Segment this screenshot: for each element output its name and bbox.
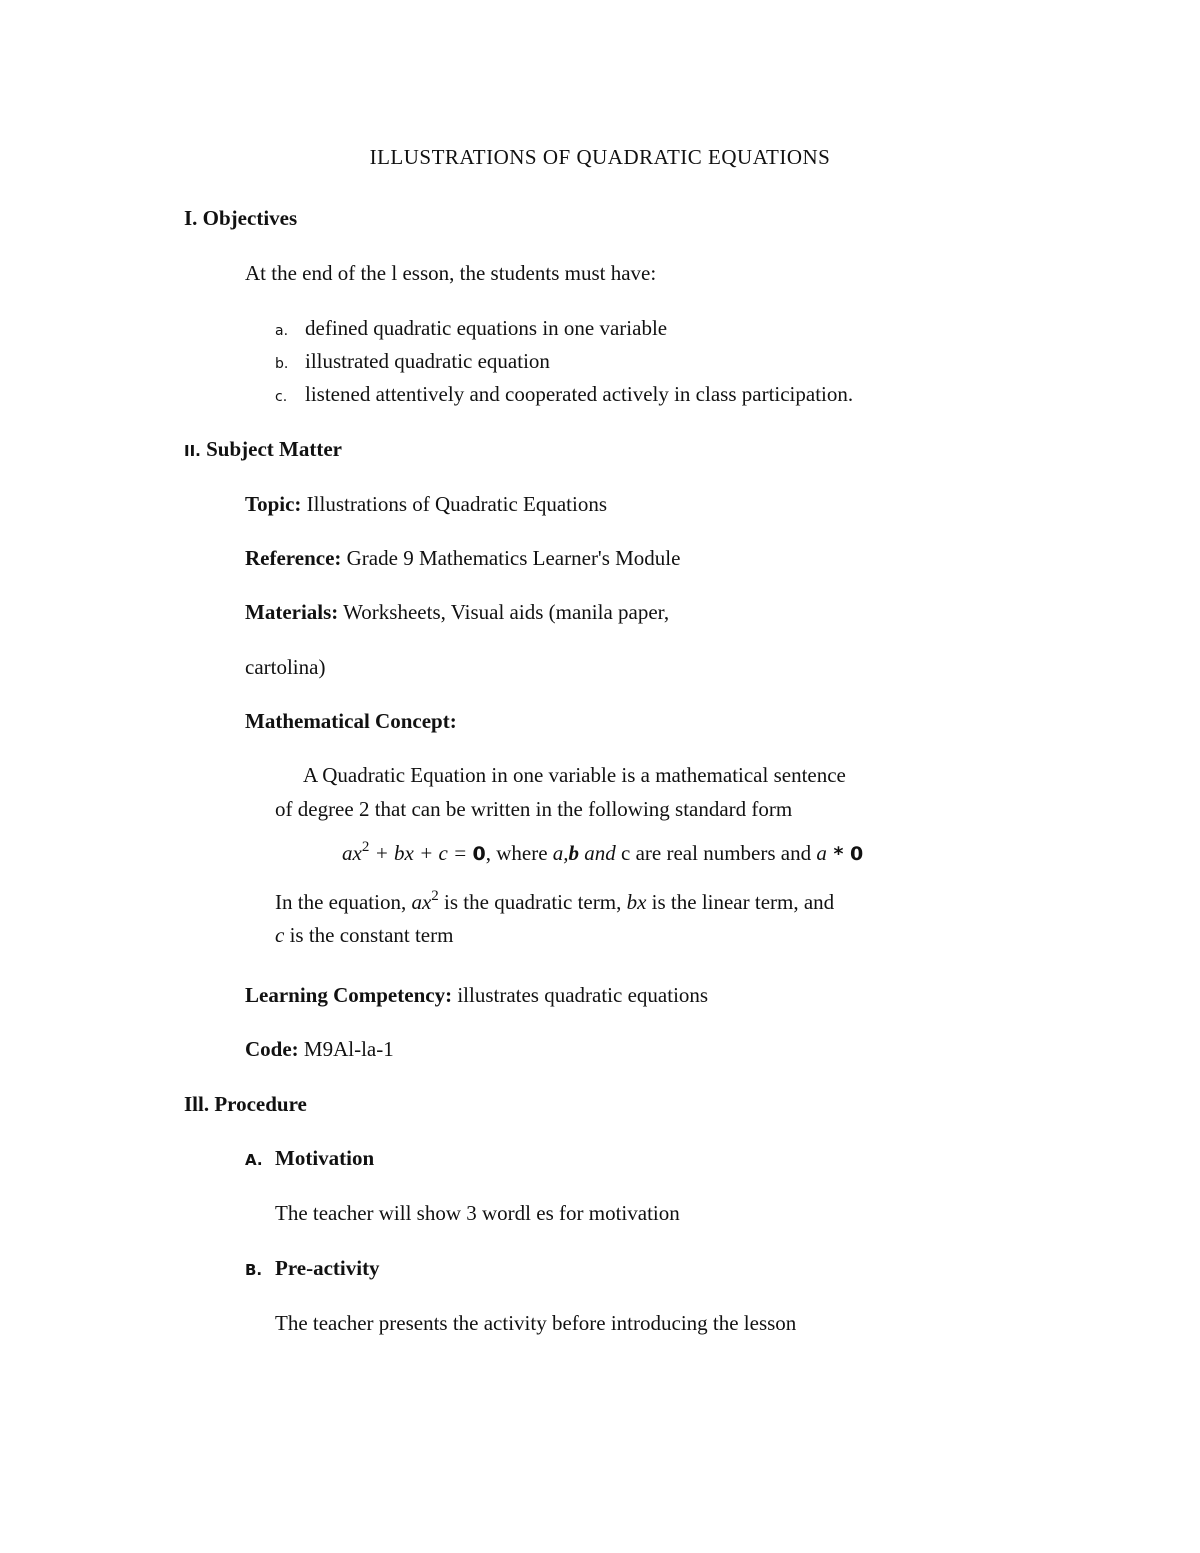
section-title: Subject Matter — [206, 437, 342, 461]
objectives-intro: At the end of the l esson, the students must have: — [245, 261, 657, 285]
objective-text: listened attentively and cooperated actively in class participation. — [305, 382, 854, 406]
topic-value: Illustrations of Quadratic Equations — [306, 492, 608, 516]
list-marker: a. — [275, 323, 289, 339]
formula-and: and — [579, 841, 622, 865]
materials-value: Worksheets, Visual aids (manila paper, — [343, 600, 670, 624]
motivation-title: Motivation — [275, 1146, 375, 1170]
formula-zero: 0 — [472, 843, 486, 865]
pre-activity-text: The teacher presents the activity before introducing the lesson — [275, 1311, 797, 1335]
document-title: ILLUSTRATIONS OF QUADRATIC EQUATIONS — [369, 145, 831, 169]
reference-line — [245, 545, 680, 571]
subject-matter-heading — [184, 436, 342, 464]
section-number: II. — [184, 442, 201, 460]
topic-line — [245, 491, 607, 517]
terms-intro: In the equation, — [275, 890, 412, 914]
concept-text-line2: of degree 2 that can be written in the following standard form — [275, 797, 793, 821]
objective-text: illustrated quadratic equation — [305, 349, 550, 373]
objective-item — [275, 381, 853, 410]
motivation-text: The teacher will show 3 wordl es for motivation — [275, 1201, 680, 1225]
motivation-heading — [245, 1145, 374, 1173]
terms-ax: ax — [411, 890, 432, 914]
terms-line2 — [275, 922, 453, 948]
pre-activity-title: Pre-activity — [275, 1256, 380, 1280]
materials-continued: cartolina) — [245, 655, 326, 679]
formula-ax: ax — [342, 841, 362, 865]
terms-exponent: 2 — [431, 888, 439, 904]
concept-label: Mathematical Concept: — [245, 709, 457, 733]
procedure-heading: Ill. Procedure — [184, 1092, 307, 1116]
formula-where: , where — [485, 841, 553, 865]
code-value: M9Al-la-1 — [303, 1037, 394, 1061]
objectives-heading: I. Objectives — [184, 206, 298, 230]
list-marker: B. — [245, 1261, 263, 1279]
formula-condition: c are real numbers and — [621, 841, 817, 865]
formula-terms: + bx + c = — [369, 841, 473, 865]
terms-line1 — [275, 889, 834, 915]
objective-item — [275, 315, 667, 344]
competency-label: Learning Competency: — [245, 983, 453, 1007]
pre-activity-heading — [245, 1255, 380, 1283]
concept-text-line1: A Quadratic Equation in one variable is a mathematical sentence — [303, 763, 846, 787]
reference-value: Grade 9 Mathematics Learner's Module — [346, 546, 681, 570]
topic-label: Topic: — [245, 492, 302, 516]
competency-line — [245, 982, 708, 1008]
formula-a-comma: a, — [552, 841, 569, 865]
materials-label: Materials: — [245, 600, 339, 624]
list-marker: b. — [275, 356, 289, 372]
terms-bx: bx — [626, 890, 647, 914]
code-label: Code: — [245, 1037, 299, 1061]
list-marker: c. — [275, 389, 288, 405]
formula-not-zero: * 0 — [826, 843, 864, 865]
formula-exponent: 2 — [361, 839, 370, 855]
objective-item — [275, 348, 550, 377]
objective-text: defined quadratic equations in one variable — [305, 316, 668, 340]
reference-label: Reference: — [245, 546, 342, 570]
terms-constant: is the constant term — [284, 923, 454, 947]
competency-value: illustrates quadratic equations — [457, 983, 709, 1007]
code-line — [245, 1036, 394, 1062]
formula-a: a — [816, 841, 827, 865]
terms-linear: is the linear term, and — [646, 890, 835, 914]
formula-b: b — [568, 841, 580, 865]
standard-form-formula — [342, 840, 863, 867]
materials-line — [245, 599, 669, 625]
terms-quadratic: is the quadratic term, — [438, 890, 627, 914]
list-marker: A. — [245, 1151, 263, 1169]
terms-c: c — [275, 923, 285, 947]
